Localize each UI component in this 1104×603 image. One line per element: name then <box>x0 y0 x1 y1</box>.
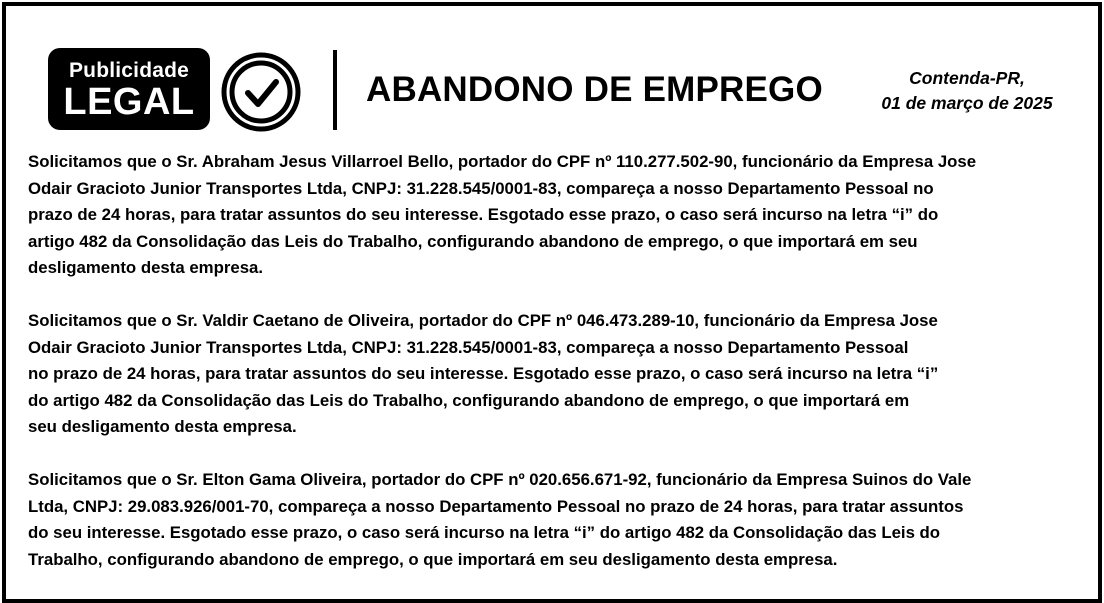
paragraph-line: artigo 482 da Consolidação das Leis do Trabalho, configurando abandono de emprego, o que importará em seu <box>28 231 918 251</box>
logo-line-2: LEGAL <box>63 81 195 123</box>
paragraph-line: Odair Gracioto Junior Transportes Ltda, CNPJ: 31.228.545/0001-83, compareça a nosso Departamento Pessoal no <box>28 178 934 198</box>
paragraph-line: Trabalho, configurando abandono de emprego, o que importará em seu desligamento desta empresa. <box>28 549 838 569</box>
paragraph-line: desligamento desta empresa. <box>28 258 264 277</box>
date-text: 01 de março de 2025 <box>881 93 1053 113</box>
paragraph-line: Odair Gracioto Junior Transportes Ltda, CNPJ: 31.228.545/0001-83, compareça a nosso Departamento Pessoal <box>28 337 909 357</box>
paragraph-line: Solicitamos que o Sr. Valdir Caetano de Oliveira, portador do CPF nº 046.473.289-10, funcionário da Empresa Jose <box>28 311 938 330</box>
page-title: ABANDONO DE EMPREGO <box>366 70 823 109</box>
paragraph-line: do seu interesse. Esgotado esse prazo, o caso será incurso na letra “i” do artigo 482 da Consolidação das Leis do <box>28 523 941 542</box>
paragraph-line: seu desligamento desta empresa. <box>28 417 297 436</box>
paragraph-line: do artigo 482 da Consolidação das Leis do Trabalho, configurando abandono de emprego, o que importará em <box>28 390 910 410</box>
notice-paragraph <box>28 467 1088 573</box>
notice-paragraph <box>28 149 1088 282</box>
notice-header <box>6 6 1098 136</box>
paragraph-line: no prazo de 24 horas, para tratar assuntos do seu interesse. Esgotado esse prazo, o caso será incurso na letra “i” <box>28 364 939 383</box>
paragraph-line: Ltda, CNPJ: 29.083.926/001-70, compareça a nosso Departamento Pessoal no prazo de 24 horas, para tratar assuntos <box>28 496 964 516</box>
header-divider <box>333 50 337 130</box>
publicidade-legal-logo <box>48 48 210 130</box>
check-circle-icon <box>218 49 304 135</box>
notice-frame <box>2 2 1102 603</box>
paragraph-line: Solicitamos que o Sr. Elton Gama Oliveira, portador do CPF nº 020.656.671-92, funcionário da Empresa Suinos do Vale <box>28 470 972 489</box>
paragraph-line: Solicitamos que o Sr. Abraham Jesus Villarroel Bello, portador do CPF nº 110.277.502-90, funcionário da Empresa Jose <box>28 152 977 171</box>
place-text: Contenda-PR, <box>909 68 1025 88</box>
notice-paragraph <box>28 308 1088 441</box>
paragraph-line: prazo de 24 horas, para tratar assuntos do seu interesse. Esgotado esse prazo, o caso será incurso na letra “i” do <box>28 205 939 224</box>
notice-body <box>28 149 1088 600</box>
logo-line-1: Publicidade <box>68 59 190 82</box>
place-date <box>862 66 1072 116</box>
